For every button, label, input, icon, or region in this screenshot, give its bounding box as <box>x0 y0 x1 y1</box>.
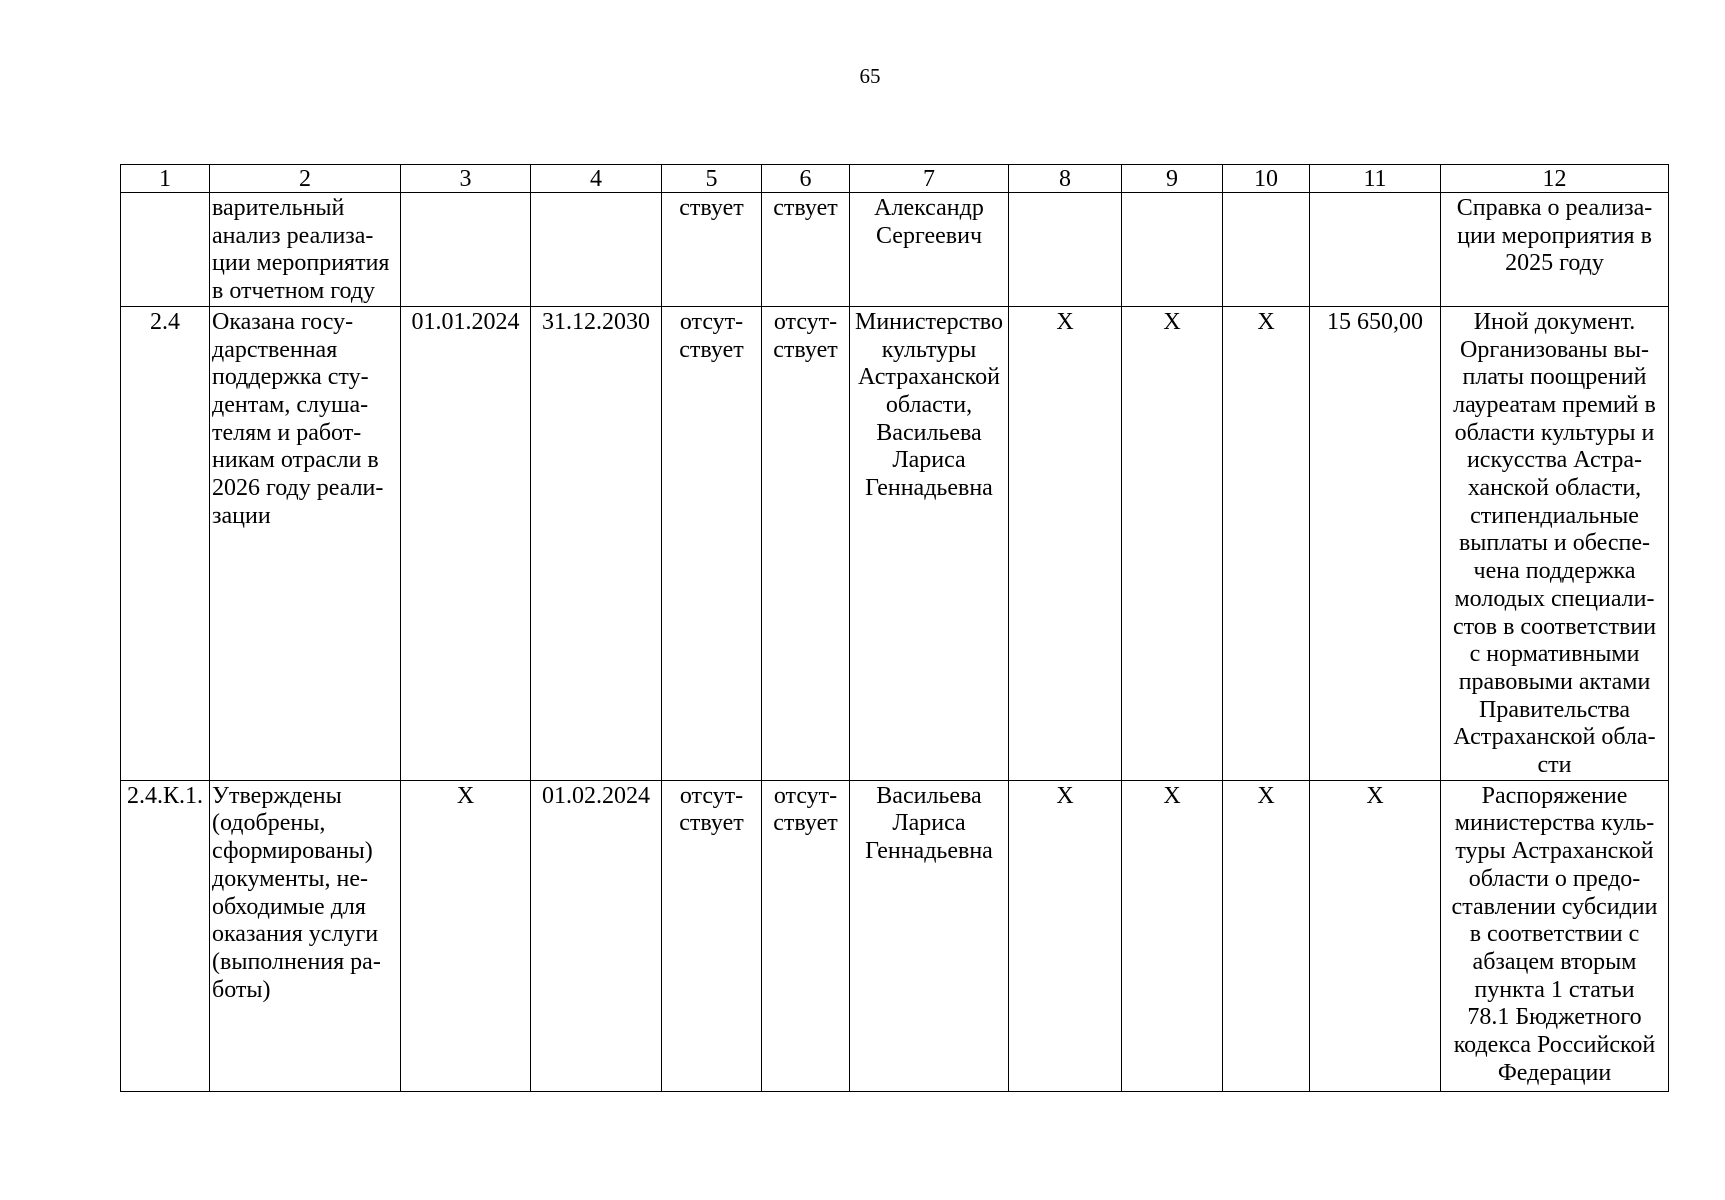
cell-description: варительный анализ реализа- ции мероприятия в отчетном году <box>210 193 401 307</box>
column-header-10: 10 <box>1223 165 1310 193</box>
cell-col5: отсут- ствует <box>662 780 762 1091</box>
cell-col10: X <box>1223 306 1310 780</box>
cell-start-date <box>401 193 531 307</box>
cell-number: 2.4 <box>121 306 210 780</box>
cell-col8 <box>1009 193 1122 307</box>
table-row <box>121 780 1669 1091</box>
cell-amount: X <box>1310 780 1441 1091</box>
cell-col5: ствует <box>662 193 762 307</box>
table-row <box>121 193 1669 307</box>
cell-responsible: Александр Сергеевич <box>850 193 1009 307</box>
cell-document: Распоряжение министерства куль- туры Астраханской области о предо- ставлении субсидии в соответствии с абзацем вторым пункта 1 статьи 78.1 Бюджетного кодекса Российской Федерации <box>1441 780 1669 1091</box>
cell-amount: 15 650,00 <box>1310 306 1441 780</box>
cell-end-date: 01.02.2024 <box>531 780 662 1091</box>
table-row <box>121 306 1669 780</box>
cell-col8: X <box>1009 306 1122 780</box>
cell-col9: X <box>1122 306 1223 780</box>
cell-document: Иной документ. Организованы вы- платы поощрений лауреатам премий в области культуры и искусства Астра- ханской области, стипендиальные выплаты и обеспе- чена поддержка молодых специали- стов в соответствии с нормативными правовыми актами Правительства Астраханской обла- сти <box>1441 306 1669 780</box>
cell-number <box>121 193 210 307</box>
cell-col6: ствует <box>762 193 850 307</box>
cell-col8: X <box>1009 780 1122 1091</box>
activities-table <box>120 164 1669 1092</box>
cell-description: Утверждены (одобрены, сформированы) документы, не- обходимые для оказания услуги (выполнения ра- боты) <box>210 780 401 1091</box>
cell-end-date: 31.12.2030 <box>531 306 662 780</box>
cell-col9: X <box>1122 780 1223 1091</box>
table-header-row <box>121 165 1669 193</box>
cell-responsible: Васильева Лариса Геннадьевна <box>850 780 1009 1091</box>
column-header-7: 7 <box>850 165 1009 193</box>
cell-responsible: Министерство культуры Астраханской области, Васильева Лариса Геннадьевна <box>850 306 1009 780</box>
cell-col10: X <box>1223 780 1310 1091</box>
column-header-12: 12 <box>1441 165 1669 193</box>
cell-col5: отсут- ствует <box>662 306 762 780</box>
cell-col9 <box>1122 193 1223 307</box>
cell-description: Оказана госу- дарственная поддержка сту- дентам, слуша- телям и работ- никам отрасли в 2026 году реали- зации <box>210 306 401 780</box>
column-header-9: 9 <box>1122 165 1223 193</box>
column-header-8: 8 <box>1009 165 1122 193</box>
cell-col10 <box>1223 193 1310 307</box>
column-header-4: 4 <box>531 165 662 193</box>
column-header-5: 5 <box>662 165 762 193</box>
cell-col6: отсут- ствует <box>762 306 850 780</box>
page-number: 65 <box>859 64 881 88</box>
column-header-11: 11 <box>1310 165 1441 193</box>
column-header-1: 1 <box>121 165 210 193</box>
cell-start-date: 01.01.2024 <box>401 306 531 780</box>
cell-start-date: X <box>401 780 531 1091</box>
cell-end-date <box>531 193 662 307</box>
cell-document: Справка о реализа- ции мероприятия в 2025 году <box>1441 193 1669 307</box>
column-header-6: 6 <box>762 165 850 193</box>
column-header-2: 2 <box>210 165 401 193</box>
cell-col6: отсут- ствует <box>762 780 850 1091</box>
cell-number: 2.4.К.1. <box>121 780 210 1091</box>
cell-amount <box>1310 193 1441 307</box>
column-header-3: 3 <box>401 165 531 193</box>
